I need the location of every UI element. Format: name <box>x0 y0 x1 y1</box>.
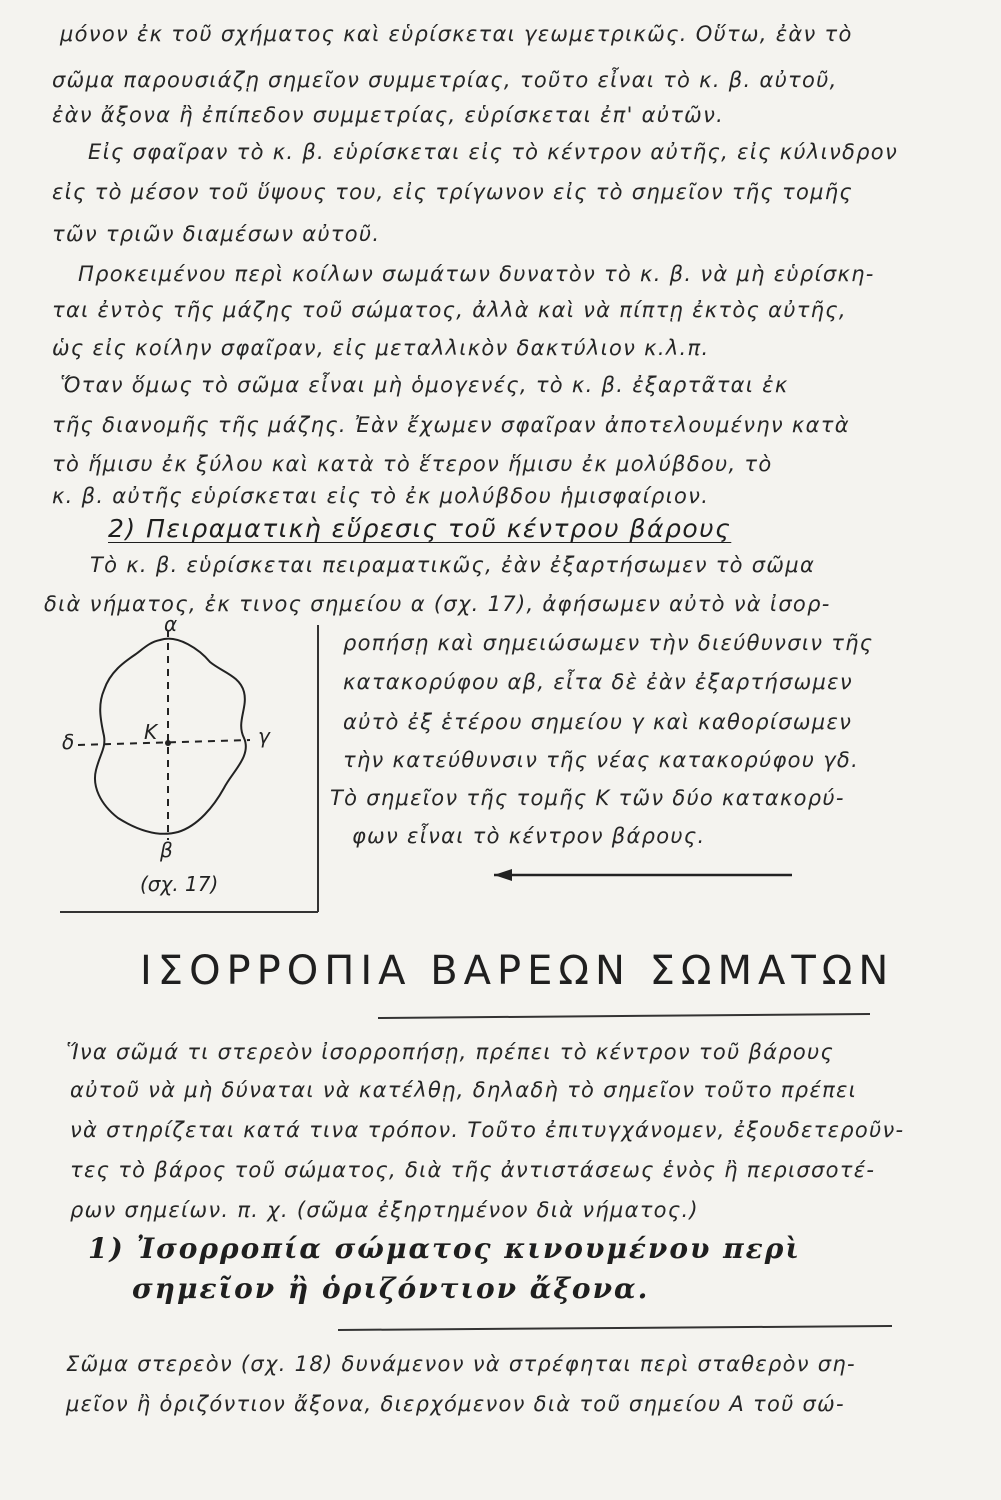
label-alpha: α <box>164 612 178 636</box>
text-line: εἰς τὸ μέσον τοῦ ὕψους του, εἰς τρίγωνον εἰς τὸ σημεῖον τῆς τομῆς <box>52 180 854 204</box>
text-line: τες τὸ βάρος τοῦ σώματος, διὰ τῆς ἀντιστάσεως ἑνὸς ἢ περισσοτέ- <box>70 1158 876 1182</box>
text-line: κ. β. αὐτῆς εὑρίσκεται εἰς τὸ ἐκ μολύβδου ἡμισφαίριον. <box>52 484 710 508</box>
figure-caption: (σχ. 17) <box>140 872 219 896</box>
text-line: νὰ στηρίζεται κατά τινα τρόπον. Τοῦτο ἐπιτυγχάνομεν, ἐξουδετεροῦν- <box>70 1118 905 1142</box>
text-line: Τὸ σημεῖον τῆς τομῆς Κ τῶν δύο κατακορύ- <box>330 786 845 810</box>
text-line: Ὅταν ὅμως τὸ σῶμα εἶναι μὴ ὁμογενές, τὸ κ. β. ἐξαρτᾶται ἐκ <box>60 373 789 397</box>
text-line: Προκειμένου περὶ κοίλων σωμάτων δυνατὸν τὸ κ. β. νὰ μὴ εὑρίσκη- <box>78 262 875 286</box>
text-line: φων εἶναι τὸ κέντρον βάρους. <box>352 824 706 848</box>
text-line: τῆς διανομῆς τῆς μάζης. Ἐὰν ἔχωμεν σφαῖραν ἀποτελουμένην κατὰ <box>52 413 850 437</box>
text-line: Εἰς σφαῖραν τὸ κ. β. εὑρίσκεται εἰς τὸ κέντρον αὐτῆς, εἰς κύλινδρον <box>88 140 898 164</box>
text-line: τὴν κατεύθυνσιν τῆς νέας κατακορύφου γδ. <box>343 748 860 772</box>
text-line: ται ἐντὸς τῆς μάζης τοῦ σώματος, ἀλλὰ καὶ νὰ πίπτῃ ἐκτὸς αὐτῆς, <box>52 298 847 322</box>
text-line: σῶμα παρουσιάζῃ σημεῖον συμμετρίας, τοῦτο εἶναι τὸ κ. β. αὐτοῦ, <box>52 68 838 92</box>
rule-under-section-1 <box>338 1326 892 1330</box>
text-line: τῶν τριῶν διαμέσων αὐτοῦ. <box>52 222 381 246</box>
page-title: ΙΣΟΡΡΟΠΙΑ ΒΑΡΕΩΝ ΣΩΜΑΤΩΝ <box>140 948 895 994</box>
section-1-title: 1) Ἰσορροπία σώματος κινουμένου περὶ <box>88 1232 801 1265</box>
section-2-title: 2) Πειραματικὴ εὕρεσις τοῦ κέντρου βάρους <box>108 514 732 543</box>
text-line: κατακορύφου αβ, εἶτα δὲ ἐὰν ἐξαρτήσωμεν <box>343 670 853 694</box>
text-line: ὡς εἰς κοίλην σφαῖραν, εἰς μεταλλικὸν δακτύλιον κ.λ.π. <box>52 336 710 360</box>
text-line: ρων σημείων. π. χ. (σῶμα ἐξηρτημένον διὰ νήματος.) <box>70 1198 699 1222</box>
text-line: αὐτὸ ἐξ ἑτέρου σημείου γ καὶ καθορίσωμεν <box>343 710 853 734</box>
text-line: ροπήσῃ καὶ σημειώσωμεν τὴν διεύθυνσιν τῆς <box>343 631 874 655</box>
text-line: αὐτοῦ νὰ μὴ δύναται νὰ κατέλθῃ, δηλαδὴ τὸ σημεῖον τοῦτο πρέπει <box>70 1078 858 1102</box>
label-beta: β <box>160 838 173 862</box>
text-line: διὰ νήματος, ἐκ τινος σημείου α (σχ. 17), ἀφήσωμεν αὐτὸ νὰ ἰσορ- <box>44 592 831 616</box>
label-K: Κ <box>144 720 158 744</box>
label-delta: δ <box>62 730 75 754</box>
text-line: ἐὰν ἄξονα ἢ ἐπίπεδον συμμετρίας, εὑρίσκεται ἐπ' αὐτῶν. <box>52 103 725 127</box>
text-line: μόνον ἐκ τοῦ σχήματος καὶ εὑρίσκεται γεωμετρικῶς. Οὕτω, ἐὰν τὸ <box>60 22 853 46</box>
text-line: Σῶμα στερεὸν (σχ. 18) δυνάμενον νὰ στρέφηται περὶ σταθερὸν ση- <box>66 1352 856 1376</box>
label-gamma: γ <box>258 724 270 748</box>
text-line: μεῖον ἢ ὁριζόντιον ἄξονα, διερχόμενον διὰ τοῦ σημείου Α τοῦ σώ- <box>66 1392 845 1416</box>
text-line: τὸ ἥμισυ ἐκ ξύλου καὶ κατὰ τὸ ἕτερον ἥμισυ ἐκ μολύβδου, τὸ <box>52 452 773 476</box>
text-line: Ἵνα σῶμά τι στερεὸν ἰσορροπήσῃ, πρέπει τὸ κέντρον τοῦ βάρους <box>66 1040 835 1064</box>
text-line: Τὸ κ. β. εὑρίσκεται πειραματικῶς, ἐὰν ἐξαρτήσωμεν τὸ σῶμα <box>90 553 816 577</box>
rule-under-title <box>378 1014 870 1018</box>
section-1-title-line-2: σημεῖον ἢ ὁριζόντιον ἄξονα. <box>132 1272 650 1305</box>
